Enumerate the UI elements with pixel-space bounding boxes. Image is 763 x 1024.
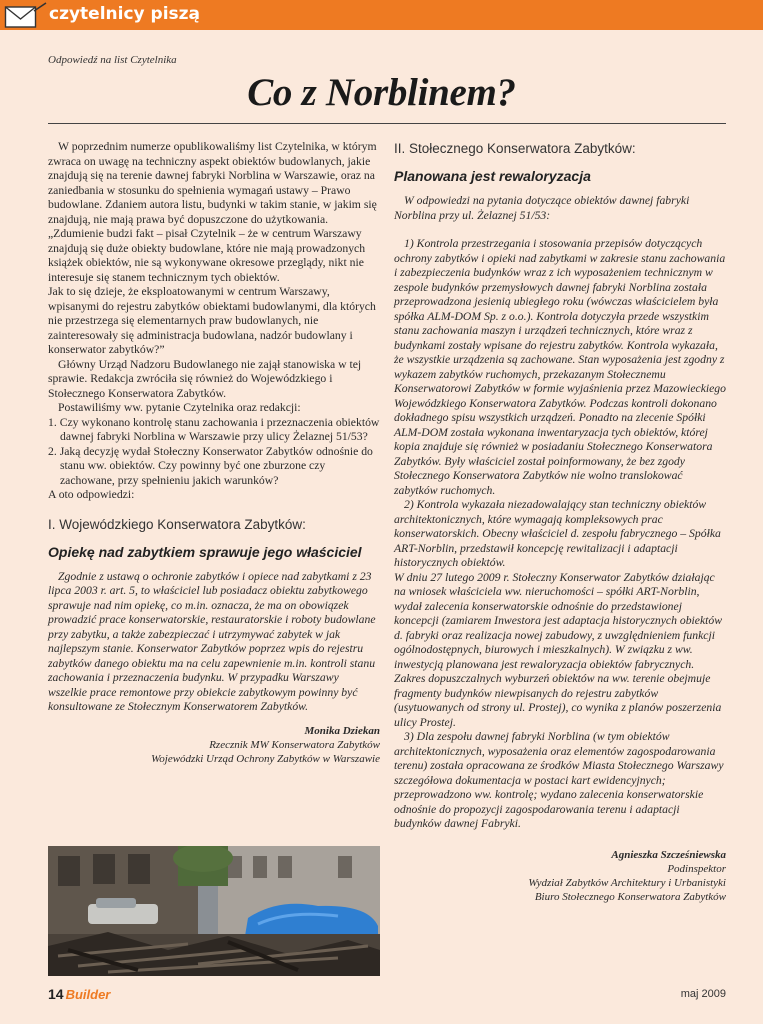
signature-org: Biuro Stołecznego Konserwatora Zabytków [534,890,726,903]
factory-photo-image [48,846,380,976]
title-divider [48,123,726,124]
subheading-revalorization: Planowana jest rewaloryzacja [394,168,591,184]
section-heading-voivodeship: I. Wojewódzkiego Konserwatora Zabytków: [48,516,306,532]
right-column [394,140,726,904]
page-number: 14 [48,986,64,1002]
answer-point: 2) Kontrola wykazała niezadowalający stan techniczny obiektów architektonicznych, które wymagają kompleksowych prac konserwatorskich. Obecny właściciel d. zespołu fabrycznego – Spółka ART-Norblin, przedstawił koncepcję rewitalizacji i adaptacji historycznych obiektów. [394,498,721,569]
answer-point: 1) Kontrola przestrzegania i stosowania przepisów dotyczących ochrony zabytków i opieki nad zabytkami w zakresie stanu zachowania i zabezpieczenia budynków wraz z ich wyposażeniem technicznym w zespole budynków przemysłowych dawnej fabryki Norblina została przeprowadzona jesienią ubiegłego roku (wówczas właścicielem była spółka ALM-DOM Sp. z o.o.). Kontrola dotyczyła przede wszystkim stanu zachowania maszyn i urządzeń technicznych, które wraz z budynkami zostały wpisane do rejestru zabytków. Kontrola wykazała, że wszystkie urządzenia są zachowane. Stan wyposażenia jest zgodny z wykazem zabytków ruchomych, przekazanym Stołecznemu Konserwatorowi Zabytków w formie wyjaśnienia przez Mazowieckiego Wojewódzkiego Konserwatora Zabytków. Podczas kontroli dokonano dokładnego spisu wszystkich urządzeń. Ponadto na zlecenie Spółki ALM-DOM została wykonana inwentaryzacja tych obiektów, której kopia znajduje się również w posiadaniu Stołecznego Konserwatora Zabytków. Były właściciel został poinformowany, że bez zgody Stołecznego Konserwatora Zabytków nie wolno translokować zabytków ruchomych. [394,237,726,497]
signature-org: Wydział Zabytków Architektury i Urbanistyki [528,876,726,889]
issue-date: maj 2009 [680,988,726,1000]
intro-paragraph: Jak to się dzieje, że eksploatowanymi w centrum Warszawy, wpisanymi do rejestru zabytków obiektami budowlanymi, dla których nie przestrzega się elementarnych praw budowlanych, nie zainteresowały się administracja budowlana, nadzór budowlany i konserwator zabytków?” [48,285,376,356]
intro-paragraph: W poprzednim numerze opublikowaliśmy list Czytelnika, w którym zwraca on uwagę na techniczny aspekt obiektów budowlanych, jakie znajdują się na terenie dawnej fabryki Norblina w Warszawie, oraz na zaniedbania w stosunku do spełnienia wymagań ustawy – Prawo budowlane. Zdaniem autora listu, budynki w takim stanie, w jakim się znajdują, nie mają prawa być dopuszczone do użytkowania. „Zdumienie budzi fakt – pisał Czytelnik – że w centrum Warszawy znajdują się duże obiekty budowlane, które nie mają prowadzonych książek obiektów, nie są wykonywane okresowe przeglądy, nikt nie interesuje się stanem technicznym tych obiektów. [48,140,377,284]
intro-paragraph: Główny Urząd Nadzoru Budowlanego nie zajął stanowiska w tej sprawie. Redakcja zwróciła się również do Wojewódzkiego i Stołecznego Konserwatora Zabytków. [48,357,362,400]
left-column [48,140,380,766]
signature-block-right [394,848,726,904]
signature-name: Monika Dziekan [304,724,380,737]
answer-point: W dniu 27 lutego 2009 r. Stołeczny Konserwator Zabytków działając na wniosek właściciela ww. nieruchomości – spółki ART-Norblin, wydał zalecenia konserwatorskie odnośnie do przedstawionej koncepcji (zamiarem Inwestora jest adaptacja historycznych obiektów d. fabryki oraz realizacja nowej zabudowy, z uwzględnieniem funkcji ogólnodostępnych, biurowych i mieszkalnych). W związku z ww. inwestycją planowana jest rewaloryzacja obiektów fabrycznych. Zakres dopuszczalnych wyburzeń obiektów na ww. terenie obejmuje fragmenty budynków niewpisanych do rejestru zabytków (usytuowanych od strony ul. Prostej), co wynika z planów poszerzenia ulicy Prostej. [394,570,723,729]
section-header-bar [0,0,763,30]
section-heading-city: II. Stołecznego Konserwatora Zabytków: [394,141,636,156]
outro-line: A oto odpowiedzi: [48,488,135,501]
section-label: czytelnicy piszą [49,4,201,24]
intro-paragraph: Postawiliśmy ww. pytanie Czytelnika oraz redakcji: [58,401,301,414]
signature-role: Rzecznik MW Konserwatora Zabytków [209,738,380,751]
article-title: Co z Norblinem? [247,71,516,114]
answer-paragraph: Zgodnie z ustawą o ochronie zabytków i opiece nad zabytkami z 23 lipca 2003 r. art. 5, to właściciel lub posiadacz obiektu zabytkowego sprawuje nad nim opiekę, co m.in. oznacza, że ma on obowiązek prowadzić prace konserwatorskie, restauratorskie i roboty budowlane przy zabytku, a także zabezpieczać i utrzymywać zabytek w jak najlepszym stanie. Konserwator Zabytków poprzez wpis do rejestru zabytków danego obiektu ma na celu zapewnienie m.in. kontroli stanu zachowania i przeznaczenia budynku. W przypadku Warszawy wszelkie prace remontowe przy obiekcie zabytkowym powinny być konsultowane ze Stołecznym Konserwatorem Zabytków. [48,569,376,713]
question-item: 1. Czy wykonano kontrolę stanu zachowania i przeznaczenia obiektów dawnej fabryki Norblina w Warszawie przy ulicy Żelaznej 51/53? [48,415,380,443]
signature-name: Agnieszka Szcześniewska [611,848,726,861]
footer-left [48,986,110,1004]
signature-role: Podinspektor [667,862,726,875]
question-item: 2. Jaką decyzję wydał Stołeczny Konserwator Zabytków odnośnie do stanu ww. obiektów. Czy powinny być one zburzone czy zachowane, przy spełnieniu jakich warunków? [48,444,373,487]
subheading-owner-care: Opiekę nad zabytkiem sprawuje jego właściciel [48,543,362,560]
signature-block-left [48,724,380,766]
article-kicker: Odpowiedź na list Czytelnika [48,54,177,66]
answer-point: 3) Dla zespołu dawnej fabryki Norblina (w tym obiektów architektonicznych, wyposażenia oraz elementów zagospodarowania terenu) została opracowana ze środków Miasta Stołecznego Warszawy szczegółowa dokumentacja w postaci kart ewidencyjnych; przeprowadzono ww. kontrolę; wydano zalecenia konserwatorskie odnośnie do propozycji zagospodarowania terenu i adaptacji budynków dawnej Fabryki. [394,730,724,830]
right-intro: W odpowiedzi na pytania dotyczące obiektów dawnej fabryki Norblina przy ul. Żelaznej 51/53: [394,194,690,222]
magazine-brand: Builder [65,987,111,1002]
signature-org: Wojewódzki Urząd Ochrony Zabytków w Warszawie [151,752,380,765]
envelope-icon [4,2,48,29]
factory-photo [48,846,380,976]
